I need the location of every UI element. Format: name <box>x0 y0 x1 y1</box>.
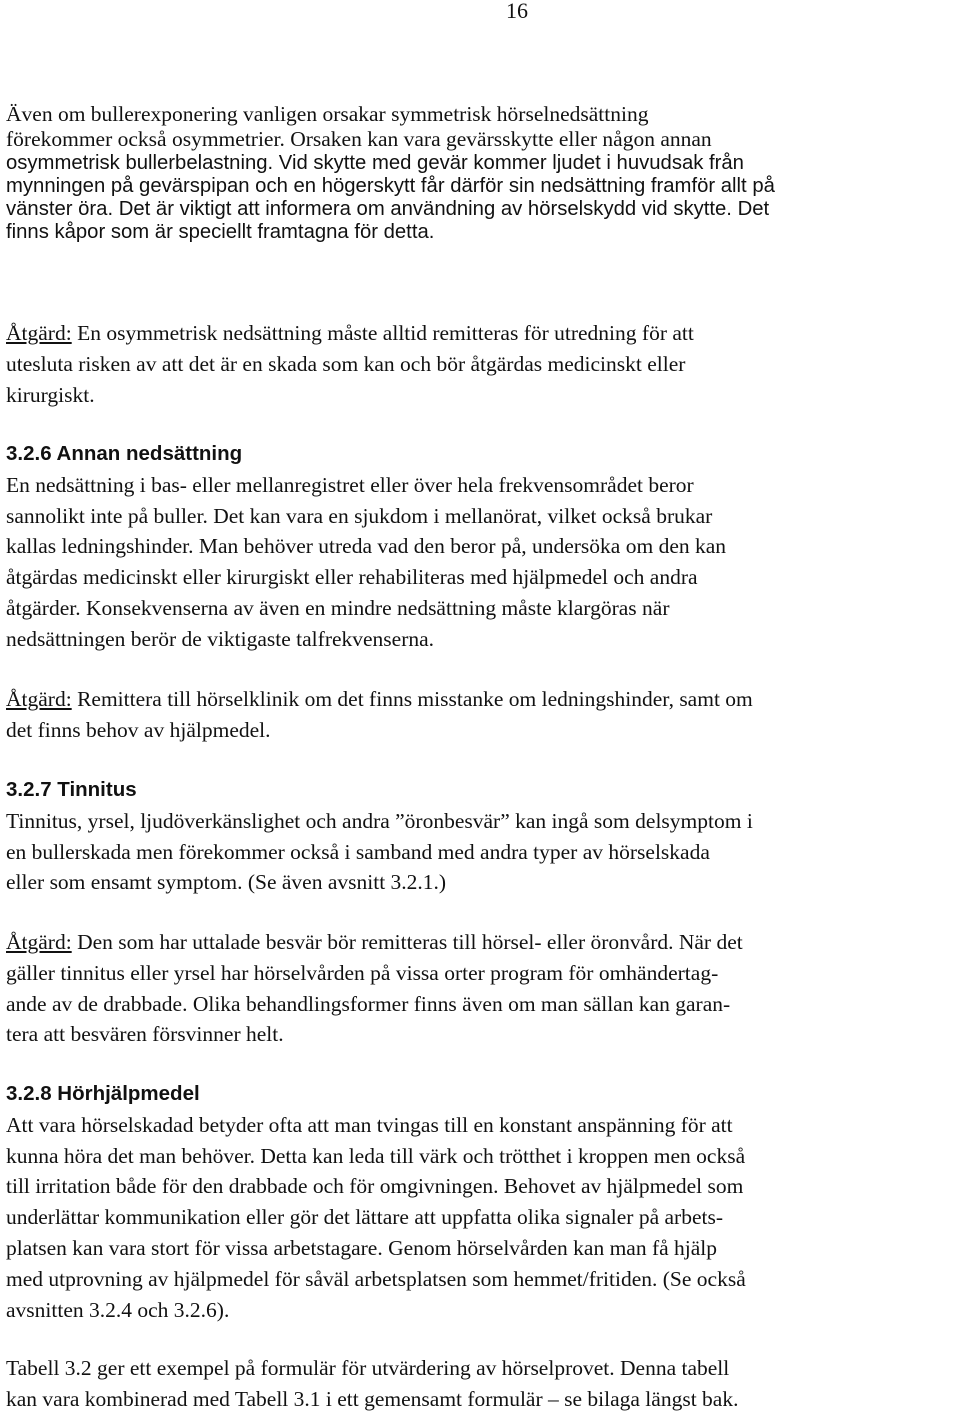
text-line: Den som har uttalade besvär bör remitteras till hörsel- eller öronvård. När det <box>71 930 743 954</box>
section-3-2-7 <box>6 775 956 898</box>
page-number: 16 <box>506 0 528 23</box>
text-line: finns kåpor som är speciellt framtagna för detta. <box>6 221 435 243</box>
text-line: det finns behov av hjälpmedel. <box>6 717 271 742</box>
action-label: Åtgärd: <box>6 930 72 954</box>
section-heading: 3.2.6 Annan nedsättning <box>6 442 243 465</box>
text-line: underlättar kommunikation eller gör det lättare att uppfatta olika signaler på arbets- <box>6 1205 723 1230</box>
text-line: avsnitten 3.2.4 och 3.2.6). <box>6 1297 230 1322</box>
text-line: sannolikt inte på buller. Det kan vara en sjukdom i mellanörat, vilket också brukar <box>6 503 713 528</box>
text-line: nedsättningen berör de viktigaste talfrekvenserna. <box>6 626 435 651</box>
text-line: kunna höra det man behöver. Detta kan leda till värk och trötthet i kroppen men också <box>6 1143 746 1168</box>
text-line: med utprovning av hjälpmedel för såväl arbetsplatsen som hemmet/fritiden. (Se också <box>6 1266 746 1291</box>
text-line: Att vara hörselskadad betyder ofta att man tvingas till en konstant anspänning för att <box>6 1112 733 1137</box>
text-line: förekommer också osymmetrier. Orsaken kan vara gevärsskytte eller någon annan <box>6 127 712 151</box>
action-label: Åtgärd: <box>6 321 72 345</box>
text-line: utesluta risken av att det är en skada som kan och bör åtgärdas medicinskt eller <box>6 351 686 376</box>
text-line: vänster öra. Det är viktigt att informera om användning av hörselskydd vid skytte. Det <box>6 198 770 220</box>
text-line: platsen kan vara stort för vissa arbetstagare. Genom hörselvården kan man få hjälp <box>6 1235 718 1260</box>
text-line: ande av de drabbade. Olika behandlingsformer finns även om man sällan kan garan- <box>6 991 731 1016</box>
intro-paragraph <box>6 102 956 244</box>
text-line: en bullerskada men förekommer också i samband med andra typer av hörselskada <box>6 839 710 864</box>
section-heading: 3.2.7 Tinnitus <box>6 778 137 801</box>
closing-paragraph <box>6 1353 956 1415</box>
text-line: tera att besvären försvinner helt. <box>6 1022 284 1047</box>
section-heading: 3.2.8 Hörhjälpmedel <box>6 1082 200 1105</box>
text-line: mynningen på gevärspipan och en högerskytt får därför sin nedsättning framför allt på <box>6 175 775 197</box>
text-line: En nedsättning i bas- eller mellanregistret eller över hela frekvensområdet beror <box>6 472 694 497</box>
text-line: åtgärder. Konsekvenserna av även en mindre nedsättning måste klargöras när <box>6 595 670 620</box>
section-3-2-8 <box>6 1079 956 1325</box>
text-line: kallas ledningshinder. Man behöver utreda vad den beror på, undersöka om den kan <box>6 534 727 559</box>
text-line: Tinnitus, yrsel, ljudöverkänslighet och andra ”öronbesvär” kan ingå som delsymptom i <box>6 808 753 833</box>
section-3-2-6 <box>6 439 956 655</box>
text-line: till irritation både för den drabbade och för omgivningen. Behovet av hjälpmedel som <box>6 1174 744 1199</box>
action-paragraph-2 <box>6 684 956 746</box>
text-line: kirurgiskt. <box>6 382 95 407</box>
text-line: åtgärdas medicinskt eller kirurgiskt eller rehabiliteras med hjälpmedel och andra <box>6 565 698 590</box>
text-line: Remittera till hörselklinik om det finns misstanke om ledningshinder, samt om <box>71 687 753 711</box>
text-line: gäller tinnitus eller yrsel har hörselvården på vissa orter program för omhändertag- <box>6 960 719 985</box>
text-line: eller som ensamt symptom. (Se även avsnitt 3.2.1.) <box>6 870 447 895</box>
action-label: Åtgärd: <box>6 687 72 711</box>
action-paragraph-3 <box>6 927 956 1050</box>
text-line: osymmetrisk bullerbelastning. Vid skytte med gevär kommer ljudet i huvudsak från <box>6 152 744 174</box>
text-line: kan vara kombinerad med Tabell 3.1 i ett gemensamt formulär – se bilaga längst bak. <box>6 1386 739 1411</box>
text-line: Även om bullerexponering vanligen orsakar symmetrisk hörselnedsättning <box>6 102 649 126</box>
action-paragraph-1 <box>6 318 956 410</box>
text-line: En osymmetrisk nedsättning måste alltid remitteras för utredning för att <box>71 321 694 345</box>
text-line: Tabell 3.2 ger ett exempel på formulär för utvärdering av hörselprovet. Denna tabell <box>6 1356 730 1380</box>
document-page <box>6 0 956 1416</box>
